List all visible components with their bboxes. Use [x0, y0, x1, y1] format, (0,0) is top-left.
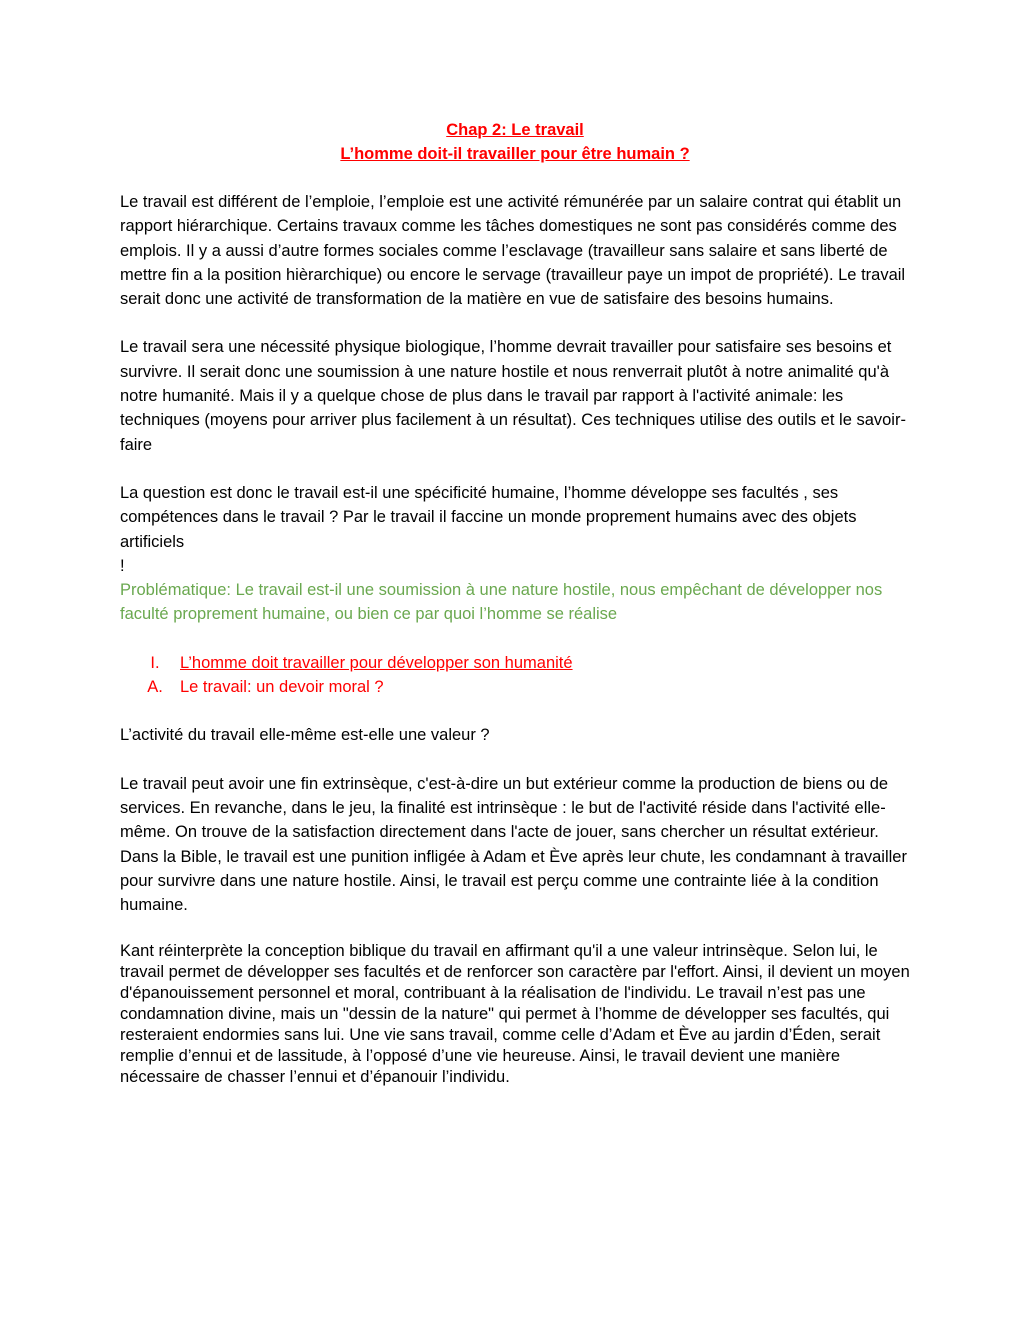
paragraph-valeur-question: L’activité du travail elle-même est-elle une valeur ? [120, 726, 490, 745]
outline-marker-letter: A. [147, 678, 163, 697]
spacer [120, 917, 910, 941]
paragraph-kant: Kant réinterprète la conception biblique du travail en affirmant qu'il a une valeur intrinsèque. Selon lui, le travail permet de développer ses facultés et de renforcer son caractère par l'effort. Ainsi, il devient un moyen d'épanouissement personnel et moral, contribuant à la réalisation de l'individu. Le travail n’est pas une condamnation divine, mais un "dessin de la nature" qui permet à l’homme de développer ses facultés, qui resteraient endormies sans lui. Une vie sans travail, comme celle d’Adam et Ève au jardin d’Éden, serait remplie d’ennui et de lassitude, à l’opposé d’une vie heureuse. Ainsi, le travail devient une manière nécessaire de chasser l’ennui et d’épanouir l’individu. [120, 942, 910, 1087]
spacer [120, 457, 910, 481]
spacer [120, 748, 910, 772]
outline-marker-roman: I. [150, 653, 160, 672]
spacer [120, 627, 910, 651]
spacer [120, 166, 910, 190]
chapter-subtitle: L’homme doit-il travailler pour être humain ? [340, 145, 690, 163]
outline-section-1 [120, 651, 910, 675]
outline-section-title: L’homme doit travailler pour développer son humanité [180, 653, 573, 672]
chapter-title: Chap 2: Le travail [446, 121, 584, 139]
exclamation-line: ! [120, 556, 125, 575]
spacer [120, 311, 910, 335]
outline-subsection-title: Le travail: un devoir moral ? [180, 678, 384, 697]
paragraph-necessite: Le travail sera une nécessité physique biologique, l’homme devrait travailler pour satisfaire ses besoins et survivre. Il serait donc une soumission à une nature hostile et nous renverrait plutôt à notre animalité qu'à notre humanité. Mais il y a quelque chose de plus dans le travail par rapport à l'activité animale: les techniques (moyens pour arriver plus facilement à un résultat). Ces techniques utilise des outils et le savoir-faire [120, 338, 906, 454]
problematique: Problématique: Le travail est-il une soumission à une nature hostile, nous empêchant de développer nos faculté proprement humaine, ou bien ce par quoi l’homme se réalise [120, 581, 883, 624]
paragraph-travail-emploi: Le travail est différent de l’emploie, l’emploie est une activité rémunérée par un salaire contrat qui établit un rapport hiérarchique. Certains travaux comme les tâches domestiques ne sont pas considérés comme des emplois. Il y a aussi d’autre formes sociales comme l’esclavage (travailleur sans salaire et sans liberté de mettre fin a la position hièrarchique) ou encore le servage (travailleur paye un impot de propriété). Le travail serait donc une activité de transformation de la matière en vue de satisfaire des besoins humains. [120, 193, 906, 309]
outline-subsection-a [120, 675, 910, 699]
paragraph-fin-extrinseque: Le travail peut avoir une fin extrinsèque, c'est-à-dire un but extérieur comme la production de biens ou de services. En revanche, dans le jeu, la finalité est intrinsèque : le but de l'activité réside dans l'activité elle-même. On trouve de la satisfaction directement dans l'acte de jouer, sans chercher un résultat extérieur. Dans la Bible, le travail est une punition infligée à Adam et Ève après leur chute, les condamnant à travailler pour survivre dans une nature hostile. Ainsi, le travail est perçu comme une contrainte liée à la condition humaine. [120, 774, 907, 915]
spacer [120, 699, 910, 723]
outline-list [120, 651, 910, 700]
paragraph-question-specificite: La question est donc le travail est-il une spécificité humaine, l’homme développe ses facultés , ses compétences dans le travail ? Par le travail il faccine un monde proprement humains avec des objets artificiels [120, 483, 857, 551]
document-page [120, 118, 910, 1088]
